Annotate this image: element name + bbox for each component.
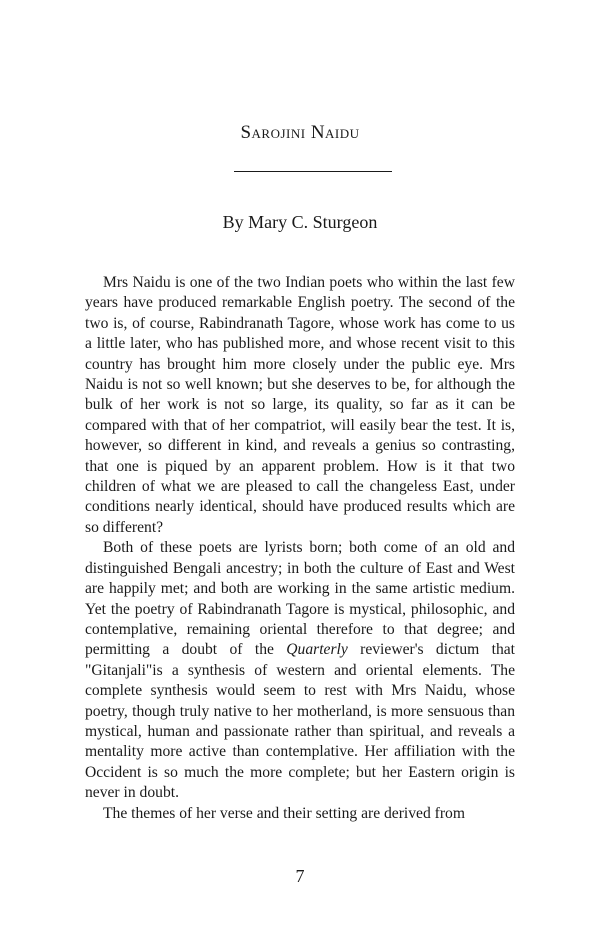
periodical-title: Quarterly bbox=[286, 641, 348, 659]
body-text bbox=[85, 273, 515, 824]
paragraph-1 bbox=[85, 273, 515, 538]
paragraph-3 bbox=[85, 804, 515, 824]
title-rule bbox=[234, 171, 392, 172]
paragraph-2-text-start: Both of these poets are lyrists born; both come of an old and distinguished Bengali ancestry; in both the culture of East and West are happily met; and both are working in the same artistic medium. Yet the poetry of Rabindranath Tagore is mystical, philosophic, and contemplative, remaining oriental therefore to that degree; and permitting a doubt of the bbox=[85, 539, 515, 659]
paragraph-2-text-end: reviewer's dictum that "Gitanjali"is a synthesis of western and oriental elements. The complete synthesis would seem to rest with Mrs Naidu, whose poetry, though truly native to her motherland, is more sensuous than mystical, human and passionate rather than spiritual, and reveals a mentality more active than contemplative. Her affiliation with the Occident is so much the more complete; but her Eastern origin is never in doubt. bbox=[85, 641, 515, 802]
author-byline: By Mary C. Sturgeon bbox=[222, 212, 378, 232]
chapter-title: Sarojini Naidu bbox=[240, 122, 360, 143]
paragraph-1-text: Mrs Naidu is one of the two Indian poets who within the last few years have produced remarkable English poetry. The second of the two is, of course, Rabindranath Tagore, whose work has come to us a little later, who has published more, and whose recent visit to this country has brought him more closely under the public eye. Mrs Naidu is not so well known; but she deserves to be, for although the bulk of her work is not so large, its quality, so far as it can be compared with that of her compatriot, will easily bear the test. It is, however, so different in kind, and reveals a genius so contrasting, that one is piqued by an apparent problem. How is it that two children of what we are pleased to call the changeless East, under conditions nearly identical, should have produced results which are so different? bbox=[85, 274, 515, 536]
paragraph-3-text: The themes of her verse and their setting are derived from bbox=[103, 804, 465, 822]
paragraph-2 bbox=[85, 538, 515, 803]
page-number: 7 bbox=[295, 866, 305, 886]
